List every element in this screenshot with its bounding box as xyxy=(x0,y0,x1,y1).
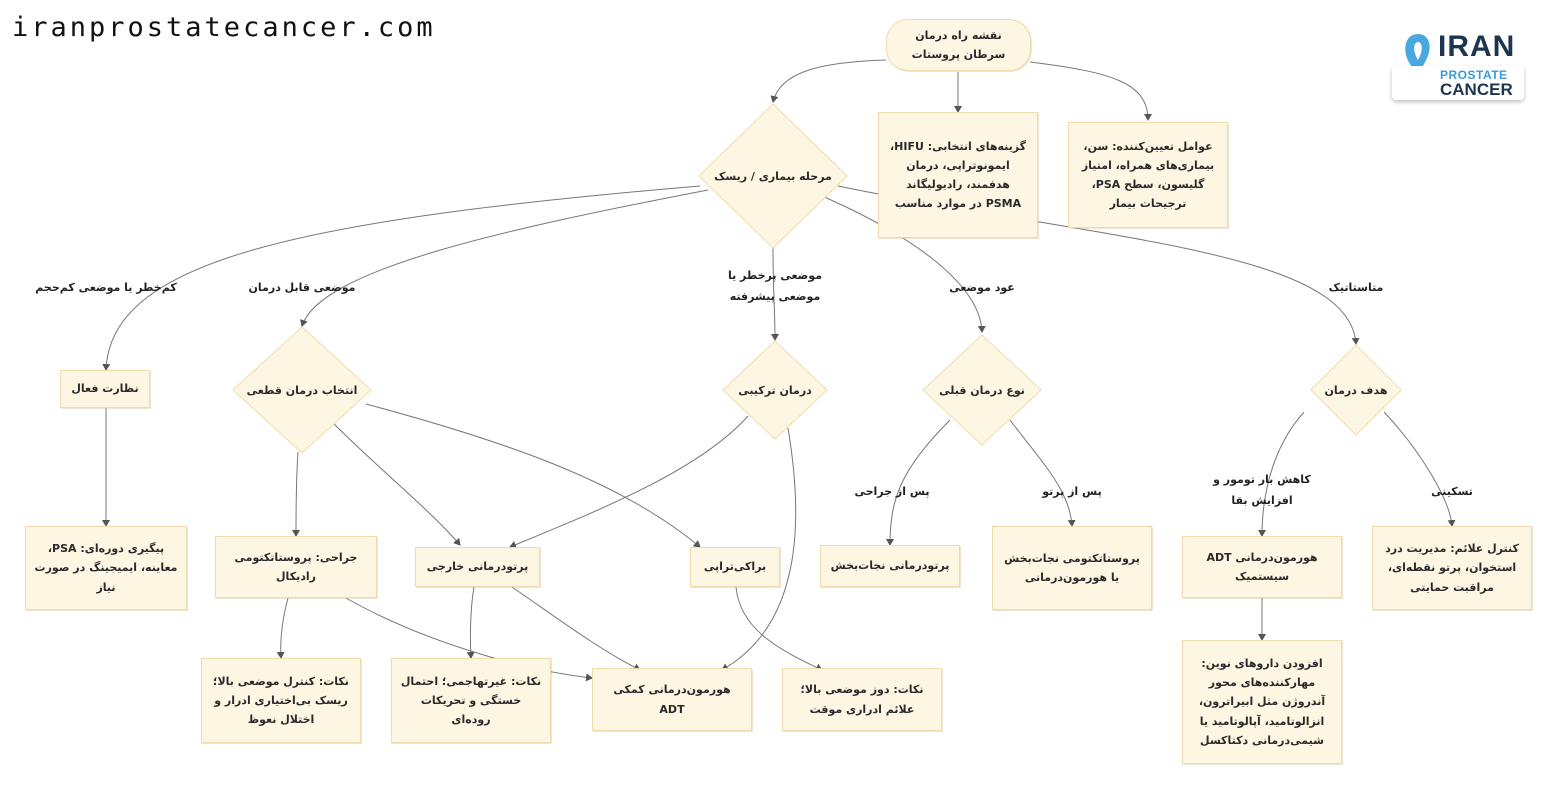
goal-decision xyxy=(1310,344,1402,436)
surgery-notes-box: نکات: کنترل موضعی بالا؛ ریسک بی‌اختیاری ادرار و اختلال نعوظ xyxy=(201,658,361,743)
edge-label-after-radiation: پس از پرتو xyxy=(1042,485,1102,498)
systemic-adt-box: هورمون‌درمانی ADT سیستمیک xyxy=(1182,536,1342,598)
stage-label: مرحله بیماری / ریسک xyxy=(714,169,832,183)
combined-label: درمان ترکیبی xyxy=(738,383,812,397)
followup-box: پیگیری دوره‌ای: PSA، معاینه، ایمیجینگ در صورت نیاز xyxy=(25,526,187,610)
definitive-label: انتخاب درمان قطعی xyxy=(246,383,358,397)
stage-decision xyxy=(698,103,848,249)
edge-label-high-risk: موضعی پرخطر یا موضعی پیشرفته xyxy=(727,269,823,303)
salvage-rt-box: پرتودرمانی نجات‌بخش xyxy=(820,545,960,587)
surgery-box: جراحی: پروستاتکتومی رادیکال xyxy=(215,536,377,598)
edge-stage-definitive xyxy=(302,190,708,326)
edge-definitive-brachy xyxy=(366,404,700,547)
ebrt-notes-box: نکات: غیرتهاجمی؛ احتمال خستگی و تحریکات روده‌ای xyxy=(391,658,551,743)
combined-decision xyxy=(722,340,828,440)
salvage-surgery-box: پروستاتکتومی نجات‌بخش یا هورمون‌درمانی xyxy=(992,526,1152,610)
edge-definitive-surgery xyxy=(296,452,298,536)
adjuvant-adt-box: هورمون‌درمانی کمکی ADT xyxy=(592,668,752,731)
edge-combined-ebrt xyxy=(510,416,748,547)
options-box: گزینه‌های انتخابی: HIFU، ایمونوتراپی، درمان هدفمند، رادیولیگاند PSMA در موارد مناسب xyxy=(878,112,1038,238)
ebrt-box: پرتودرمانی خارجی xyxy=(415,547,540,587)
edge-label-recurrence: عود موضعی xyxy=(949,281,1015,294)
brachy-notes-box: نکات: دوز موضعی بالا؛ علائم ادراری موقت xyxy=(782,668,942,731)
logo-line2: PROSTATE xyxy=(1440,68,1508,82)
factors-box: عوامل تعیین‌کننده: سن، بیماری‌های همراه، امتیاز گلیسون، سطح PSA، ترجیحات بیمار xyxy=(1068,122,1228,228)
edge-ebrt-notes xyxy=(470,587,474,658)
brachy-box: براکی‌تراپی xyxy=(690,547,780,587)
logo-line3: CANCER xyxy=(1440,80,1513,99)
prior-label: نوع درمان قبلی xyxy=(939,383,1025,397)
new-drugs-box: افزودن داروهای نوین: مهارکننده‌های محور آندروژن مثل ابیراترون، انزالوتامید، آپالوتامید یا شیمی‌درمانی دکتاکسل xyxy=(1182,640,1342,764)
site-url: iranprostatecancer.com xyxy=(12,12,436,43)
edge-label-after-surgery: پس از جراحی xyxy=(854,485,930,498)
root-node: نقشه راه درمان سرطان پروستات xyxy=(886,19,1031,71)
surveillance-box: نظارت فعال xyxy=(60,370,150,408)
edge-root-factors xyxy=(1030,62,1148,120)
edge-label-low-risk: کم‌خطر یا موضعی کم‌حجم xyxy=(35,281,177,294)
palliative-box: کنترل علائم: مدیریت درد استخوان، پرتو نقطه‌ای، مراقبت حمایتی xyxy=(1372,526,1532,610)
edge-stage-surveillance xyxy=(106,186,700,370)
edge-surgery-notes xyxy=(281,598,288,658)
edge-root-stage xyxy=(773,60,886,102)
logo-line1: IRAN xyxy=(1438,30,1516,63)
edge-label-palliation: تسکینی xyxy=(1431,485,1473,498)
definitive-decision xyxy=(232,326,372,454)
edge-label-curable: موضعی قابل درمان xyxy=(248,281,356,294)
edge-label-reduce-burden: کاهش بار تومور و افزایش بقا xyxy=(1213,473,1311,507)
edge-brachy-notes xyxy=(736,587,822,670)
edge-label-metastatic: متاستاتیک xyxy=(1328,281,1384,294)
goal-label: هدف درمان xyxy=(1324,383,1388,397)
prior-decision xyxy=(922,334,1042,446)
